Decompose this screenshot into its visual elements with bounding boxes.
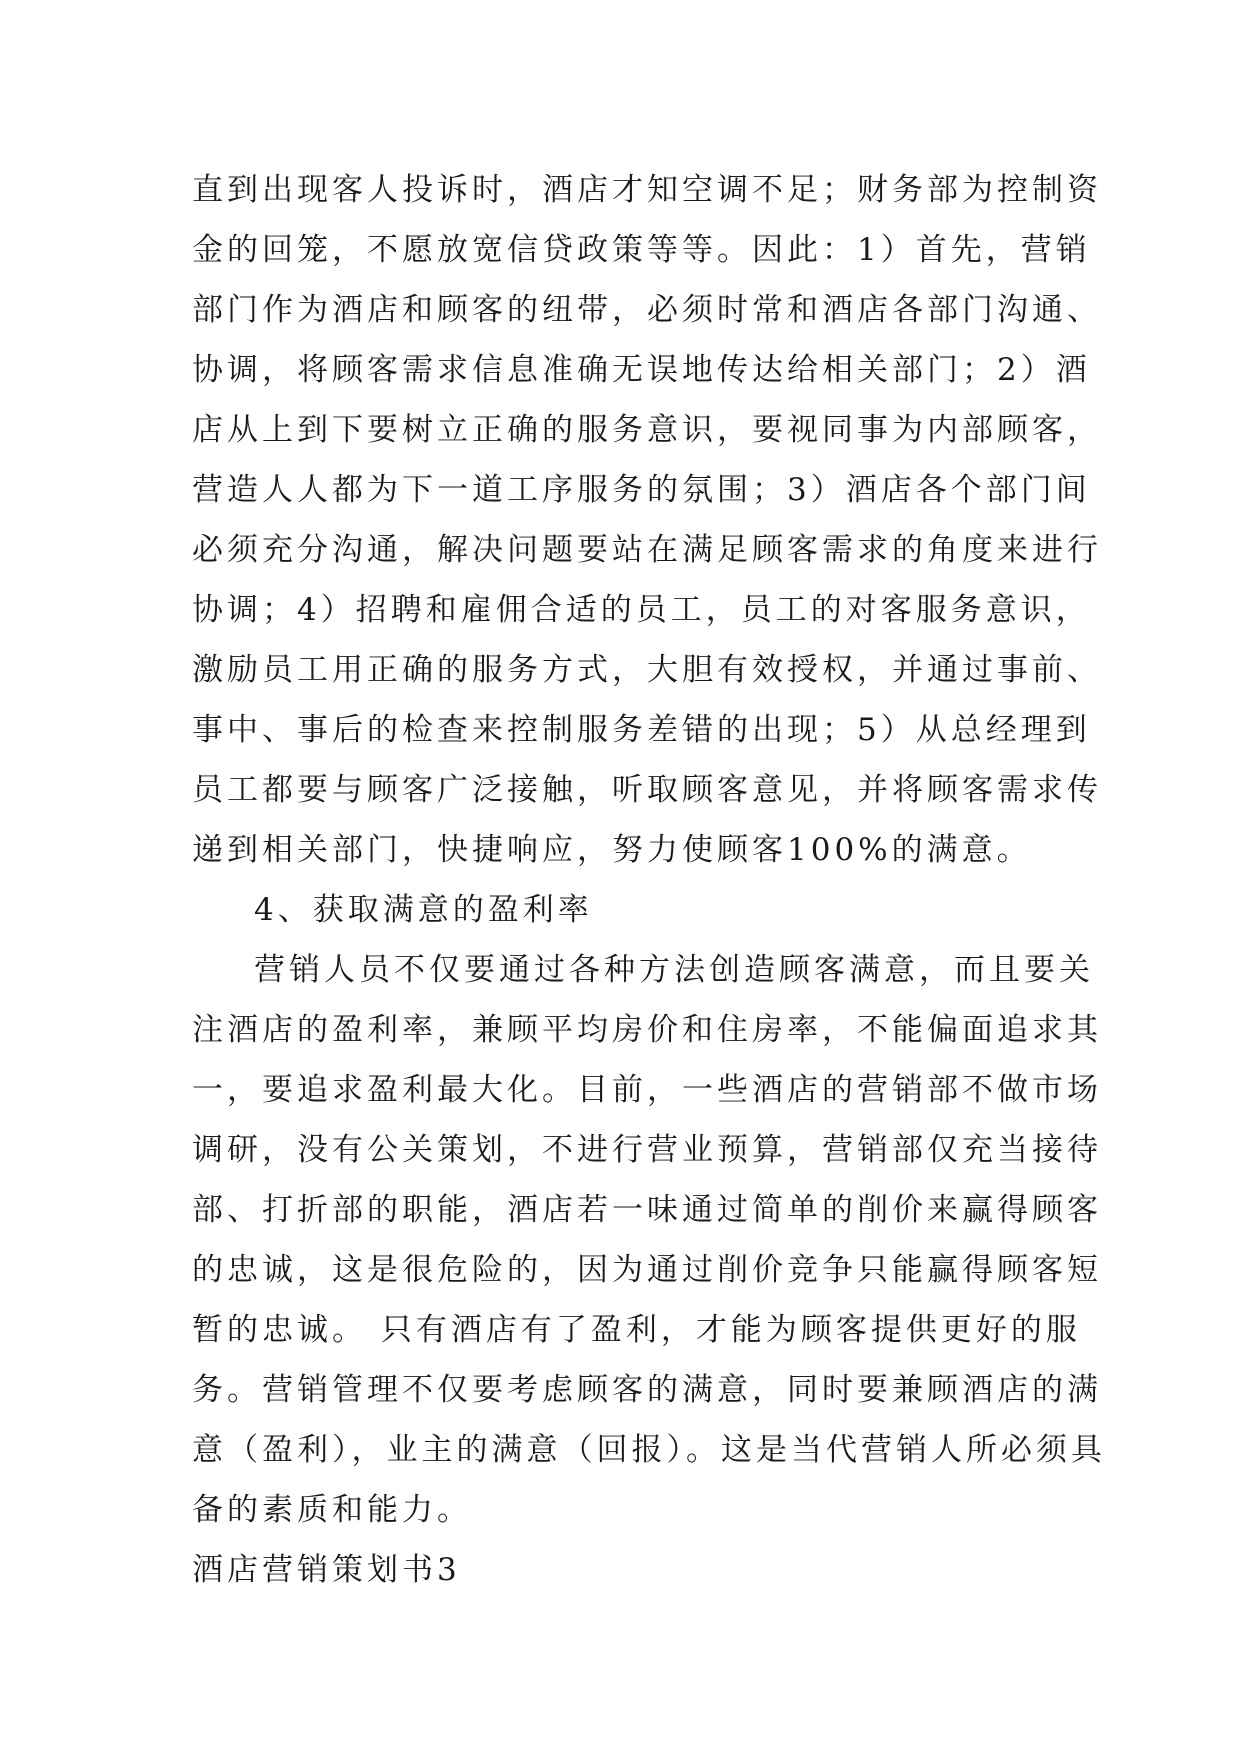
text-line: 意（盈利），业主的满意（回报）。这是当代营销人所必须具	[192, 1432, 1106, 1468]
text-line: 一，要追求盈利最大化。目前，一些酒店的营销部不做市场	[192, 1072, 1102, 1108]
text-line: 注酒店的盈利率，兼顾平均房价和住房率，不能偏面追求其	[192, 1012, 1102, 1048]
text-line: 的忠诚，这是很危险的，因为通过削价竞争只能赢得顾客短	[192, 1252, 1102, 1288]
text-line: 协调，将顾客需求信息准确无误地传达给相关部门；2）酒	[192, 352, 1091, 388]
text-line: 营销人员不仅要通过各种方法创造顾客满意，而且要关	[254, 952, 1094, 988]
text-line: 事中、事后的检查来控制服务差错的出现；5）从总经理到	[192, 712, 1091, 748]
document-body	[192, 160, 1106, 1600]
text-line: 店从上到下要树立正确的服务意识，要视同事为内部顾客，	[192, 412, 1102, 448]
text-line: 调研，没有公关策划，不进行营业预算，营销部仅充当接待	[192, 1132, 1102, 1168]
text-line: 协调；4）招聘和雇佣合适的员工，员工的对客服务意识，	[192, 592, 1091, 628]
text-line: 必须充分沟通，解决问题要站在满足顾客需求的角度来进行	[192, 532, 1102, 568]
text-line: 务。营销管理不仅要考虑顾客的满意，同时要兼顾酒店的满	[192, 1372, 1102, 1408]
text-line: 部、打折部的职能，酒店若一味通过简单的削价来赢得顾客	[192, 1192, 1102, 1228]
text-line: 直到出现客人投诉时，酒店才知空调不足；财务部为控制资	[192, 172, 1102, 208]
section-heading: 酒店营销策划书3	[192, 1552, 461, 1588]
text-line: 暂的忠诚。 只有酒店有了盈利，才能为顾客提供更好的服	[192, 1312, 1081, 1348]
text-line: 营造人人都为下一道工序服务的氛围；3）酒店各个部门间	[192, 472, 1091, 508]
text-line: 部门作为酒店和顾客的纽带，必须时常和酒店各部门沟通、	[192, 292, 1102, 328]
text-line: 备的素质和能力。	[192, 1492, 472, 1528]
text-line: 4、获取满意的盈利率	[254, 892, 593, 928]
text-line: 员工都要与顾客广泛接触，听取顾客意见，并将顾客需求传	[192, 772, 1102, 808]
text-line: 递到相关部门，快捷响应，努力使顾客100%的满意。	[192, 832, 1032, 868]
text-line: 金的回笼，不愿放宽信贷政策等等。因此：1）首先，营销	[192, 232, 1091, 268]
text-line: 激励员工用正确的服务方式，大胆有效授权，并通过事前、	[192, 652, 1102, 688]
